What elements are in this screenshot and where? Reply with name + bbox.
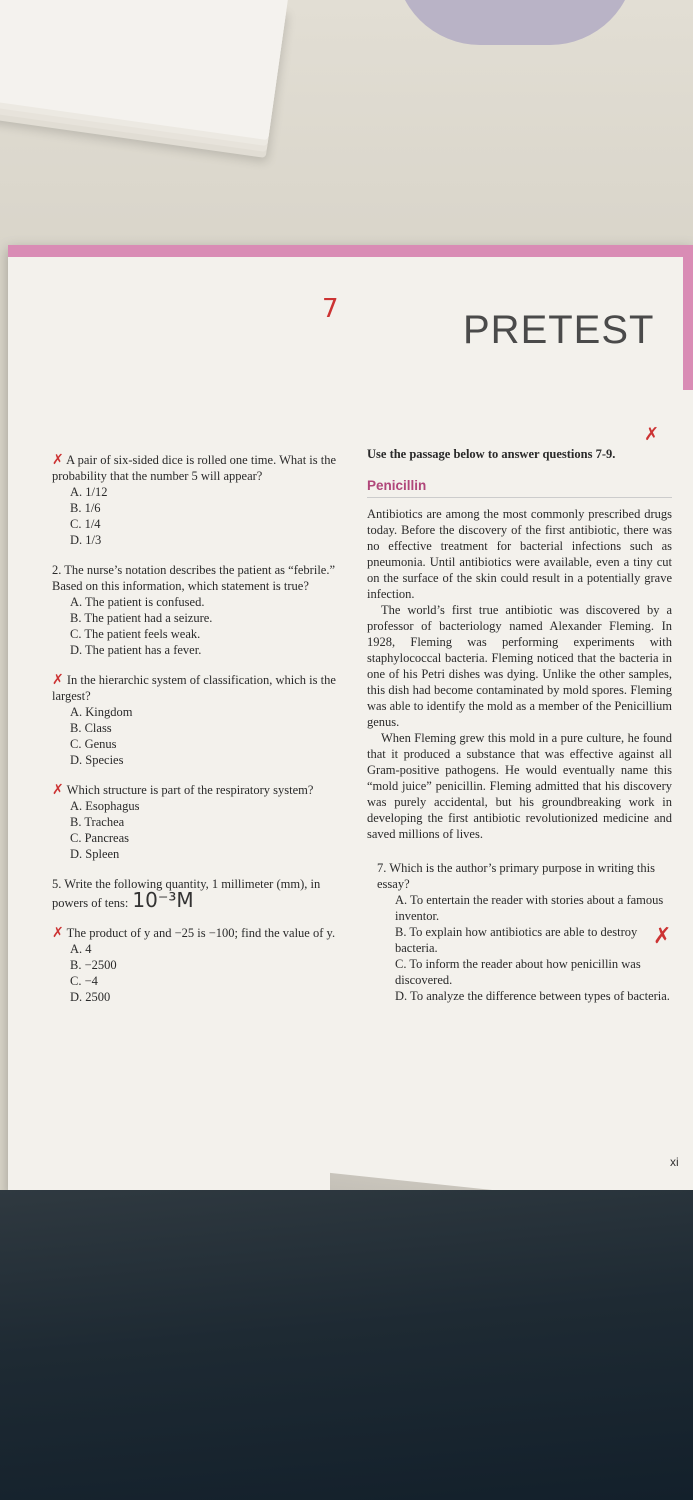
- handwritten-answer: 10⁻³M: [132, 888, 194, 912]
- page-title: PRETEST: [463, 308, 655, 352]
- red-x-mark: ✗: [653, 924, 672, 949]
- red-check-icon: ✗: [52, 452, 64, 468]
- option: B. Class: [70, 721, 112, 735]
- option: A. Esophagus: [70, 799, 140, 813]
- option: D. Spleen: [70, 847, 120, 861]
- option: D. The patient has a fever.: [70, 643, 202, 657]
- option: D. 1/3: [70, 533, 102, 547]
- passage-instructions: Use the passage below to answer questions 7-9.: [367, 447, 616, 461]
- passage-paragraph: Antibiotics are among the most commonly prescribed drugs today. Before the discovery of the first antibiotic, there was no effective treatment for bacterial infections such as pneumonia. Until antibiotics were available, even a tiny cut on the surface of the skin could result in a potentially grave infection.: [367, 507, 672, 601]
- question-3: [52, 672, 344, 768]
- handwritten-seven: 7: [322, 294, 339, 324]
- question-7: [377, 860, 672, 1004]
- question-stem: A pair of six-sided dice is rolled one time. What is the probability that the number 5 will appear?: [52, 453, 337, 483]
- option: C. Pancreas: [70, 831, 130, 845]
- option: C. To inform the reader about how penicillin was discovered.: [395, 957, 641, 987]
- question-stem: In the hierarchic system of classification, which is the largest?: [52, 673, 336, 703]
- option: B. 1/6: [70, 501, 101, 515]
- option: B. −2500: [70, 958, 117, 972]
- question-stem: 7. Which is the author’s primary purpose in writing this essay?: [377, 861, 655, 891]
- option: A. The patient is confused.: [70, 595, 205, 609]
- red-check-icon: ✗: [52, 782, 64, 798]
- question-stem: The product of y and −25 is −100; find the value of y.: [66, 926, 336, 940]
- right-column: [367, 446, 672, 1004]
- floor-shadow: [0, 1190, 693, 1500]
- option: A. To entertain the reader with stories about a famous inventor.: [395, 893, 664, 923]
- question-stem: 2. The nurse’s notation describes the patient as “febrile.” Based on this information, which statement is true?: [52, 563, 336, 593]
- option: D. To analyze the difference between types of bacteria.: [395, 989, 670, 1003]
- option: C. The patient feels weak.: [70, 627, 201, 641]
- option: B. Trachea: [70, 815, 125, 829]
- option: C. −4: [70, 974, 98, 988]
- question-stem: Which structure is part of the respiratory system?: [66, 783, 314, 797]
- red-check-icon: ✗: [52, 925, 64, 941]
- option: B. To explain how antibiotics are able to destroy bacteria.: [395, 925, 638, 955]
- question-5: [52, 876, 344, 911]
- passage-paragraph: The world’s first true antibiotic was discovered by a professor of bacteriology named Alexander Fleming. In 1928, Fleming was performing experiments with staphylococcal bacteria. Fleming noticed that the bacteria in one of his Petri dishes was dying. Unlike the other samples, this dish had become contaminated by mold spores. Fleming was able to identify the mold as a member of the Penicillium genus.: [367, 603, 672, 729]
- passage-paragraph: When Fleming grew this mold in a pure culture, he found that it produced a substance that was effective against all Gram-positive pathogens. He would eventually name this “mold juice” penicillin. Fleming admitted that his discovery was purely accidental, but his groundbreaking work in developing the first antibiotic revolutionized medicine and saved millions of lives.: [367, 731, 672, 841]
- passage-title: Penicillin: [367, 478, 672, 498]
- question-stem: 5. Write the following quantity, 1 millimeter (mm), in powers of tens:: [52, 877, 321, 910]
- left-column: [52, 452, 344, 1019]
- option: C. 1/4: [70, 517, 101, 531]
- question-4: [52, 782, 344, 862]
- option: B. The patient had a seizure.: [70, 611, 213, 625]
- page-side-tab: [683, 245, 693, 390]
- page-top-band: [8, 245, 693, 257]
- question-6: [52, 925, 344, 1005]
- page-number: xi: [670, 1155, 679, 1169]
- option: C. Genus: [70, 737, 117, 751]
- option: A. 4: [70, 942, 92, 956]
- option: D. Species: [70, 753, 124, 767]
- option: A. Kingdom: [70, 705, 133, 719]
- option: D. 2500: [70, 990, 111, 1004]
- question-2: [52, 562, 344, 658]
- question-1: [52, 452, 344, 548]
- option: A. 1/12: [70, 485, 108, 499]
- red-check-icon: ✗: [52, 672, 64, 688]
- red-x-mark: ✗: [644, 424, 660, 445]
